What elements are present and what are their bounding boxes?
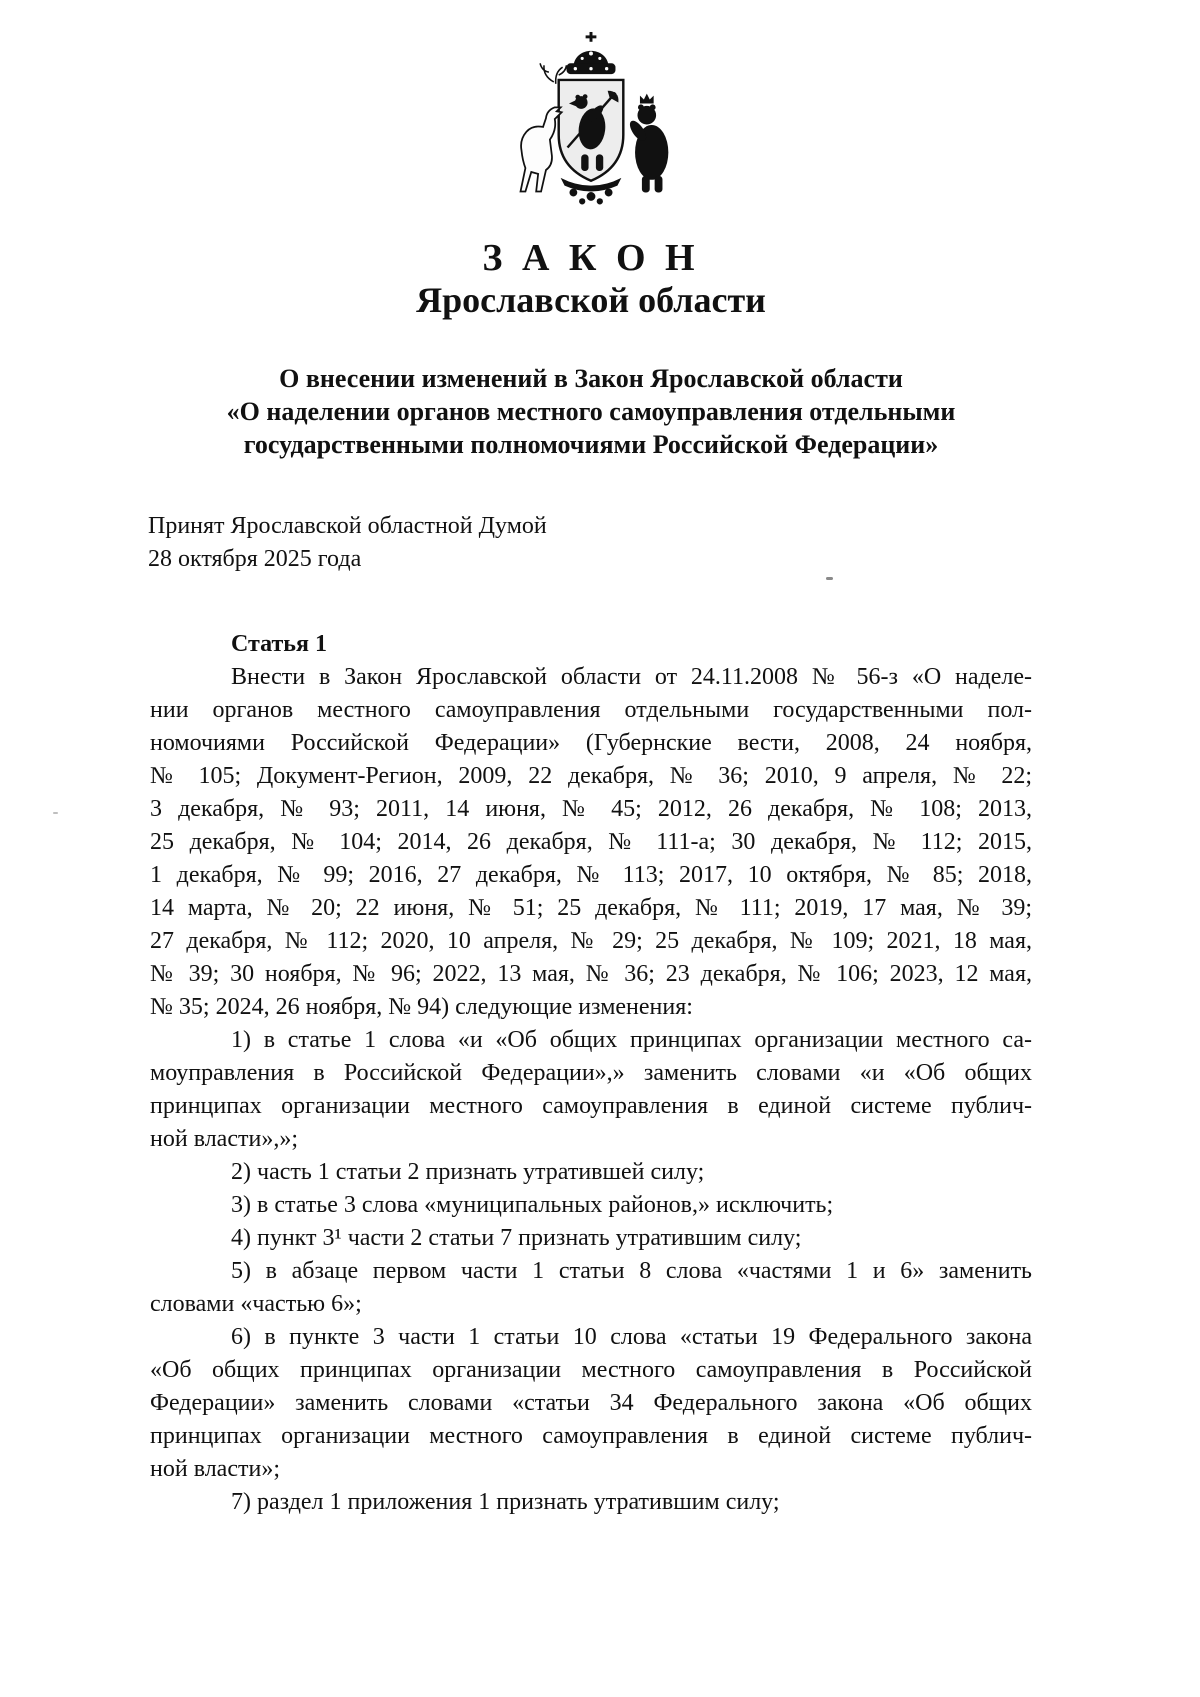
coat-of-arms-svg [498,30,684,218]
body-line: 1) в статье 1 слова «и «Об общих принципах организации местного са- [231,1027,1032,1053]
scan-artifact [53,812,58,814]
body-line: «Об общих принципах организации местного самоуправления в Российской [150,1357,1032,1383]
body-line: ной власти»; [150,1456,280,1482]
body-line: 14 марта, № 20; 22 июня, № 51; 25 декабря, № 111; 2019, 17 мая, № 39; [150,895,1032,921]
scan-artifact [636,1507,642,1509]
body-line: принципах организации местного самоуправления в единой системе публич- [150,1423,1032,1449]
document-title-line-1: О внесении изменений в Закон Ярославской области [279,364,903,393]
law-region-title: Ярославской области [416,280,766,320]
body-line: 7) раздел 1 приложения 1 признать утратившим силу; [231,1489,780,1515]
body-line: номочиями Российской Федерации» (Губернские вести, 2008, 24 ноября, [150,730,1032,756]
body-line: 25 декабря, № 104; 2014, 26 декабря, № 111-а; 30 декабря, № 112; 2015, [150,829,1032,855]
body-line: 6) в пункте 3 части 1 статьи 10 слова «статьи 19 Федерального закона [231,1324,1032,1350]
body-line: № 39; 30 ноября, № 96; 2022, 13 мая, № 36; 23 декабря, № 106; 2023, 12 мая, [150,961,1032,987]
coat-of-arms-icon [498,30,684,218]
body-line: ной власти»,»; [150,1126,298,1152]
body-line: принципах организации местного самоуправления в единой системе публич- [150,1093,1032,1119]
law-word-title: З А К О Н [482,237,700,279]
body-line: № 105; Документ-Регион, 2009, 22 декабря, № 36; 2010, 9 апреля, № 22; [150,763,1032,789]
body-line: 1 декабря, № 99; 2016, 27 декабря, № 113; 2017, 10 октября, № 85; 2018, [150,862,1032,888]
document-title [150,362,1032,461]
document-title-line-3: государственными полномочиями Российской Федерации» [243,430,939,459]
body-line: нии органов местного самоуправления отдельными государственными пол- [150,697,1032,723]
article-text [150,661,1032,1519]
body-line: 2) часть 1 статьи 2 признать утратившей силу; [231,1159,705,1185]
body-line: № 35; 2024, 26 ноября, № 94) следующие изменения: [150,994,693,1020]
body-line: 27 декабря, № 112; 2020, 10 апреля, № 29; 25 декабря, № 109; 2021, 18 мая, [150,928,1032,954]
body-line: словами «частью 6»; [150,1291,362,1317]
adoption-note-line-1: Принят Ярославской областной Думой [148,513,547,539]
scan-artifact [826,577,833,580]
body-line: Внести в Закон Ярославской области от 24.11.2008 № 56-з «О наделе- [231,664,1032,690]
article-heading: Статья 1 [231,631,327,657]
document-title-line-2: «О наделении органов местного самоуправления отдельными [226,397,956,426]
adoption-note [148,510,848,576]
body-line: 3) в статье 3 слова «муниципальных районов,» исключить; [231,1192,834,1218]
adoption-note-line-2: 28 октября 2025 года [148,546,362,572]
body-line: 5) в абзаце первом части 1 статьи 8 слова «частями 1 и 6» заменить [231,1258,1032,1284]
body-line: моуправления в Российской Федерации»,» заменить словами «и «Об общих [150,1060,1032,1086]
body-line: 4) пункт 3¹ части 2 статьи 7 признать утратившим силу; [231,1225,802,1251]
body-line: 3 декабря, № 93; 2011, 14 июня, № 45; 2012, 26 декабря, № 108; 2013, [150,796,1032,822]
body-line: Федерации» заменить словами «статьи 34 Федерального закона «Об общих [150,1390,1032,1416]
law-body [150,628,1032,1519]
